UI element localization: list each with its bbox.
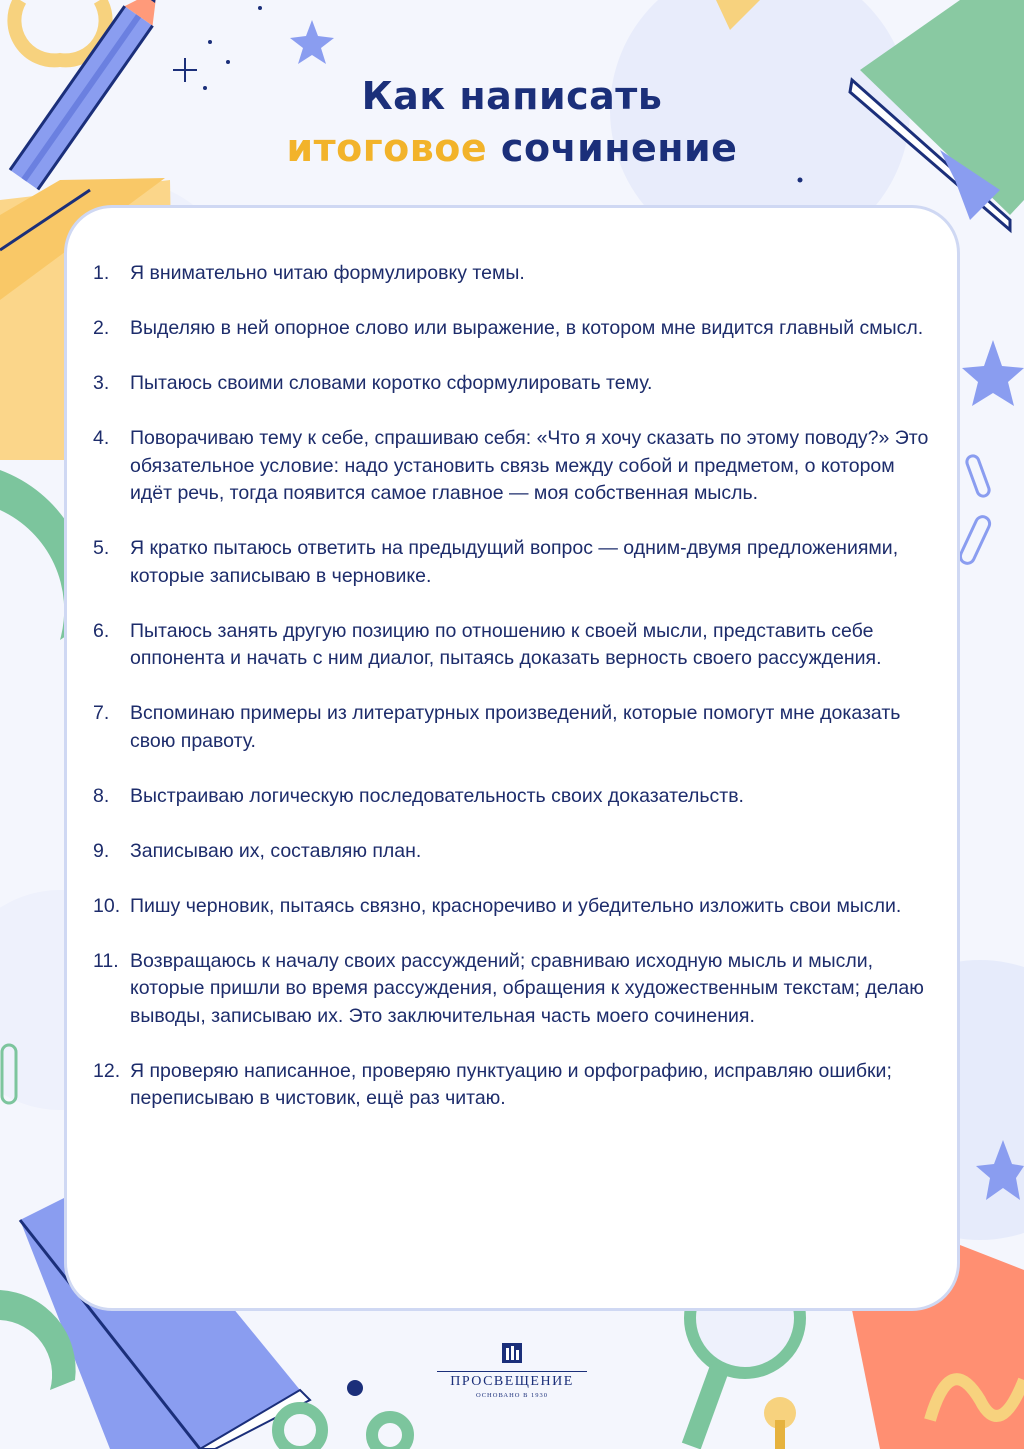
item-text: Выделяю в ней опорное слово или выражение, в котором мне видится главный смысл. xyxy=(130,317,924,339)
list-item xyxy=(93,535,938,590)
item-text: Поворачиваю тему к себе, спрашиваю себя: «Что я хочу сказать по этому поводу?» Это обязательное условие: надо установить связь между собой и предметом, о котором идёт речь, тогда появится самое главное — моя собственная мысль. xyxy=(130,427,929,504)
item-text: Пытаюсь занять другую позицию по отношению к своей мысли, представить себе оппонента и начать с ним диалог, пытаясь доказать верность своего рассуждения. xyxy=(130,619,882,669)
list-item xyxy=(93,425,938,508)
star-icon xyxy=(962,340,1024,406)
list-item xyxy=(93,893,938,921)
list-item xyxy=(93,700,938,755)
logo-subtitle: ОСНОВАНО В 1930 xyxy=(475,1392,549,1399)
pin-icon xyxy=(764,1397,796,1449)
title-line-1: Как написать xyxy=(361,74,663,118)
item-text: Пытаюсь своими словами коротко сформулировать тему. xyxy=(130,372,653,394)
scissors-pivot xyxy=(347,1380,363,1396)
logo-name: ПРОСВЕЩЕНИЕ xyxy=(450,1374,574,1389)
item-number: 7. xyxy=(93,702,110,724)
item-number: 5. xyxy=(93,537,110,559)
item-number: 11. xyxy=(93,949,119,972)
steps-list xyxy=(93,260,938,1113)
item-text: Вспоминаю примеры из литературных произведений, которые помогут мне доказать свою правоту. xyxy=(130,702,901,752)
title-rest: сочинение xyxy=(500,126,738,170)
item-number: 6. xyxy=(93,619,110,642)
star-icon xyxy=(290,20,334,64)
content-card xyxy=(64,205,960,1311)
list-item xyxy=(93,1058,938,1113)
item-number: 4. xyxy=(93,427,110,449)
building-icon xyxy=(501,1342,523,1364)
list-item xyxy=(93,838,938,866)
title-line-2 xyxy=(0,122,1024,174)
list-item xyxy=(93,783,938,811)
item-number: 3. xyxy=(93,372,110,394)
list-item xyxy=(93,370,938,398)
item-text: Пишу черновик, пытаясь связно, красноречиво и убедительно изложить свои мысли. xyxy=(130,894,902,917)
item-number: 12. xyxy=(93,1059,121,1082)
item-number: 10. xyxy=(93,894,121,917)
logo-rule xyxy=(437,1371,587,1372)
paperclip-icon xyxy=(958,454,992,565)
list-item xyxy=(93,618,938,673)
item-text: Выстраиваю логическую последовательность своих доказательств. xyxy=(130,784,744,807)
title-accent-word: итоговое xyxy=(286,126,488,170)
publisher-logo xyxy=(432,1342,592,1404)
item-number: 1. xyxy=(93,262,110,284)
item-text: Я внимательно читаю формулировку темы. xyxy=(130,262,525,284)
scissors-icon xyxy=(278,1408,408,1449)
list-item xyxy=(93,260,938,288)
item-number: 8. xyxy=(93,784,110,807)
item-text: Записываю их, составляю план. xyxy=(130,839,422,862)
item-text: Я проверяю написанное, проверяю пунктуацию и орфографию, исправляю ошибки; переписываю в чистовик, ещё раз читаю. xyxy=(130,1059,892,1109)
list-item xyxy=(93,948,938,1031)
list-item xyxy=(93,315,938,343)
item-number: 9. xyxy=(93,839,110,862)
item-text: Я кратко пытаюсь ответить на предыдущий вопрос — одним-двумя предложениями, которые записываю в черновике. xyxy=(130,537,899,587)
page-title xyxy=(0,70,1024,174)
item-text: Возвращаюсь к началу своих рассуждений; сравниваю исходную мысль и мысли, которые пришли во время рассуждения, обращения к художественным текстам; делаю выводы, записываю их. Это заключительная часть моего сочинения. xyxy=(130,949,924,1027)
item-number: 2. xyxy=(93,317,110,339)
